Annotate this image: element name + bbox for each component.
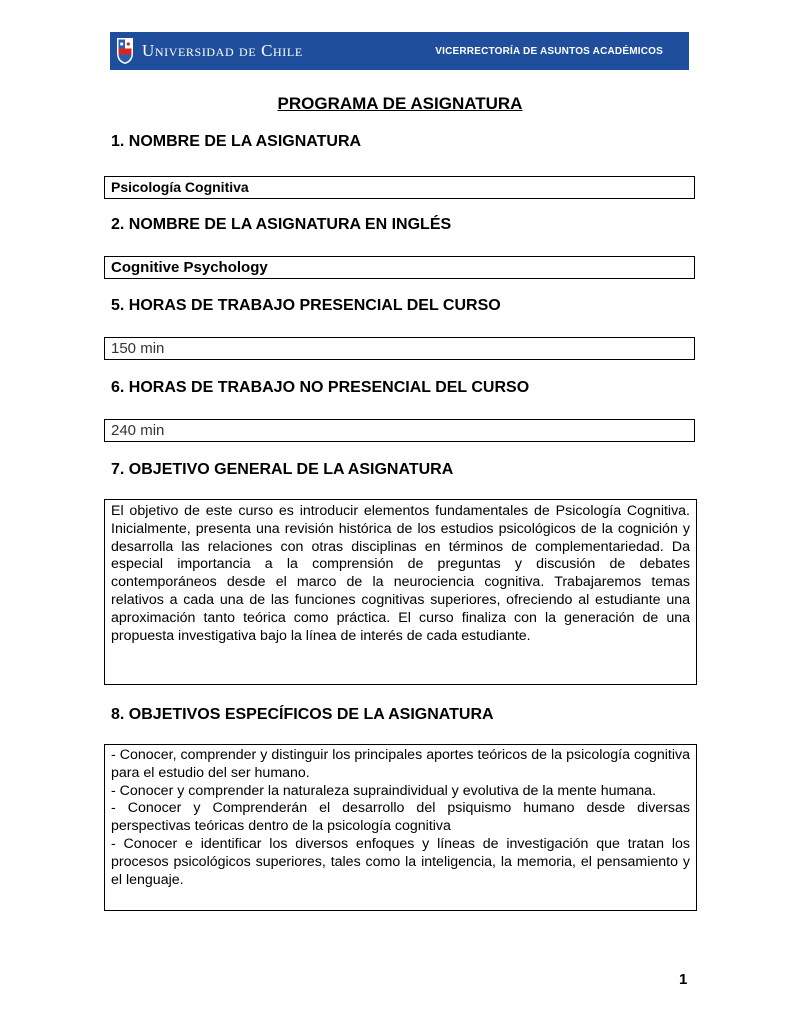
- section-2-heading: 2. NOMBRE DE LA ASIGNATURA EN INGLÉS: [111, 216, 452, 233]
- document-title: [0, 94, 800, 114]
- general-objective-box: El objetivo de este curso es introducir elementos fundamentales de Psicología Cognitiva. Inicialmente, presenta una revisión histórica de los estudios psicológicos de la cognición y desarrolla las relaciones con otras disciplinas en términos de complementariedad. Da especial importancia a la comprensión de preguntas y discusión de debates contemporáneos desde el marco de la neurociencia cognitiva. Trabajaremos temas relativos a cada una de las funciones cognitivas superiores, ofreciendo al estudiante una aproximación tanto teórica como práctica. El curso finaliza con la generación de una propuesta investigativa bajo la línea de interés de cada estudiante.: [104, 499, 697, 685]
- section-1-heading: 1. NOMBRE DE LA ASIGNATURA: [111, 133, 362, 150]
- list-item: - Conocer y comprender la naturaleza supraindividual y evolutiva de la mente humana.: [111, 782, 656, 799]
- section-8-heading: 8. OBJETIVOS ESPECÍFICOS DE LA ASIGNATURA: [111, 706, 494, 723]
- list-item: - Conocer y Comprenderán el desarrollo del psiquismo humano desde diversas perspectivas teóricas dentro de la psicología cognitiva: [111, 800, 690, 835]
- course-name-english-field: Cognitive Psychology: [104, 256, 695, 279]
- vicerrectoria-label: VICERRECTORÍA DE ASUNTOS ACADÉMICOS: [435, 45, 663, 57]
- university-name: Universidad de Chile: [142, 41, 303, 60]
- document-title-text: PROGRAMA DE ASIGNATURA: [277, 94, 523, 113]
- list-item: - Conocer e identificar los diversos enfoques y líneas de investigación que tratan los procesos psicológicos superiores, tales como la inteligencia, la memoria, el pensamiento y el lenguaje.: [111, 835, 690, 888]
- section-5-heading: 5. HORAS DE TRABAJO PRESENCIAL DEL CURSO: [111, 297, 501, 314]
- university-crest-icon: [116, 37, 134, 65]
- section-7-heading: 7. OBJETIVO GENERAL DE LA ASIGNATURA: [111, 461, 454, 478]
- specific-objectives-box: [104, 744, 697, 911]
- section-6-heading: 6. HORAS DE TRABAJO NO PRESENCIAL DEL CURSO: [111, 379, 530, 396]
- header-banner: [110, 32, 689, 70]
- list-item: - Conocer, comprender y distinguir los principales aportes teóricos de la psicología cognitiva para el estudio del ser humano.: [111, 747, 690, 781]
- no-presencial-hours-field: 240 min: [104, 419, 695, 442]
- presencial-hours-field: 150 min: [104, 337, 695, 360]
- course-name-field: Psicología Cognitiva: [104, 176, 695, 199]
- page-number: 1: [679, 971, 688, 988]
